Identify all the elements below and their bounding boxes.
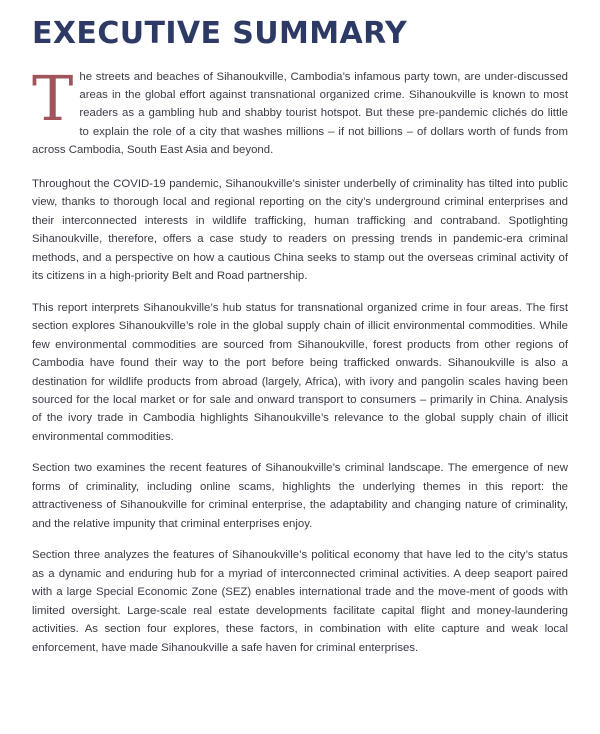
- paragraph-3: This report interprets Sihanoukville’s hub status for transnational organized crime in four areas. The first section explores Sihanoukville’s role in the global supply chain of illicit environmental commodities. While few environmental commodities are sourced from Sihanoukville, forest products from other regions of Cambodia have found their way to the port before being trafficked onwards. Sihanoukville is also a destination for wildlife products from abroad (largely, Africa), with ivory and pangolin scales having been sourced for the local market or for sale and onward transport to consumers – primarily in China. Analysis of the ivory trade in Cambodia highlights Sihanoukville’s relevance to the global supply chain of illicit environmental commodities.: [32, 301, 568, 443]
- page-title: EXECUTIVE SUMMARY: [32, 16, 408, 51]
- paragraph-1-text: he streets and beaches of Sihanoukville, Cambodia’s infamous party town, are under-discussed areas in the global effort against transnational organized crime. Sihanoukville is known to most readers as a gambling hub and shabby tourist hotspot. But these pre-pandemic clichés do little to explain the role of a city that washes millions – if not billions – of dollars worth of funds from across Cambodia, South East Asia and beyond.: [32, 70, 568, 157]
- paragraph-1: [32, 61, 568, 160]
- document-body: [32, 61, 568, 658]
- paragraph-5: Section three analyzes the features of Sihanoukville’s political economy that have led to the city’s status as a dynamic and enduring hub for a myriad of interconnected criminal activities. A deep seaport paired with a large Special Economic Zone (SEZ) enables international trade and the move-ment of goods with limited oversight. Large-scale real estate developments facilitate capital flight and money-laundering activities. As section four explores, these factors, in combination with elite capture and weak local enforcement, have made Sihanoukville a safe haven for criminal enterprises.: [32, 549, 568, 654]
- page-bottom-fade: [0, 708, 600, 734]
- paragraph-2: Throughout the COVID-19 pandemic, Sihanoukville’s sinister underbelly of criminality has tilted into public view, thanks to thorough local and regional reporting on the city’s underground criminal enterprises and their interconnected interests in wildlife trafficking, human trafficking and contraband. Spotlighting Sihanoukville, therefore, offers a case study to readers on pressing trends in pandemic-era criminal methods, and a perspective on how a cautious China seeks to stamp out the overseas criminal activity of its citizens in a high-priority Belt and Road partnership.: [32, 177, 568, 283]
- drop-cap-letter: T: [32, 61, 74, 135]
- paragraph-4: Section two examines the recent features of Sihanoukville’s criminal landscape. The emergence of new forms of criminality, including online scams, highlights the underlying themes in this report: the attractiveness of Sihanoukville for criminal enterprise, the adaptability and changing nature of criminality, and the relative impunity that criminal enterprises enjoy.: [32, 462, 568, 530]
